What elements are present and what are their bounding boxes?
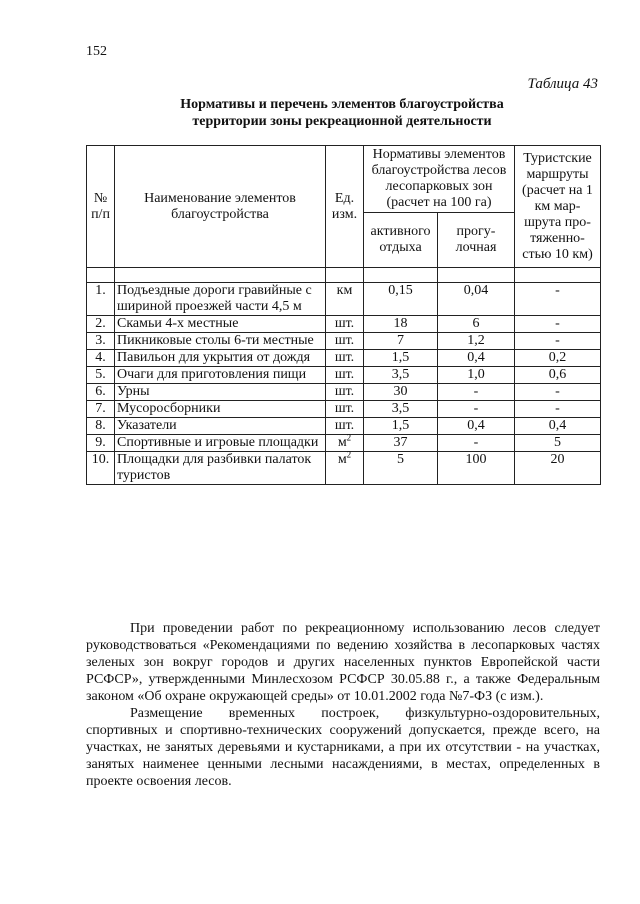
- table-row: [87, 350, 601, 367]
- row-num: 8.: [87, 418, 115, 435]
- row-tourist: 0,4: [515, 418, 601, 435]
- row-walking: 100: [438, 452, 515, 485]
- table-label: Таблица 43: [527, 76, 598, 92]
- table-row: [87, 435, 601, 452]
- row-active: 1,5: [364, 418, 438, 435]
- row-num: 10.: [87, 452, 115, 485]
- row-name: Павильон для укрытия от дождя: [115, 350, 326, 367]
- row-walking: 1,2: [438, 333, 515, 350]
- row-name: Мусоросборники: [115, 401, 326, 418]
- row-tourist: -: [515, 283, 601, 316]
- row-walking: 0,04: [438, 283, 515, 316]
- row-name: Пикниковые столы 6-ти местные: [115, 333, 326, 350]
- row-active: 3,5: [364, 401, 438, 418]
- row-unit: шт.: [326, 418, 364, 435]
- paragraph: Размещение временных построек, физкультурно-оздоровительных, спортивных и спортивно-технических сооружений допускается, прежде всего, на участках, не занятых деревьями и кустарниками, а при их отсутствии - на участках, занятых наименее ценными лесными насаждениями, в местах, определенных в проекте освоения лесов.: [86, 706, 600, 789]
- norms-table: [86, 145, 601, 485]
- row-unit: $м^2$: [326, 435, 364, 452]
- unit-superscript: 2: [346, 449, 352, 460]
- row-walking: 0,4: [438, 418, 515, 435]
- row-unit: $м^2$: [326, 452, 364, 485]
- table-row: [87, 316, 601, 333]
- row-num: 3.: [87, 333, 115, 350]
- paragraph: При проведении работ по рекреационному использованию лесов следует руководствоваться «Рекомендациями по ведению хозяйства в лесопарковых частях зеленых зон вокруг городов и других населенных пунктов Европейской части РСФСР», утвержденными Минлесхозом РСФСР 30.05.88 г., а также Федеральным законом «Об охране окружающей среды» от 10.01.2002 года №7-ФЗ (с изм.).: [86, 621, 600, 704]
- row-num: 5.: [87, 367, 115, 384]
- row-active: 1,5: [364, 350, 438, 367]
- row-active: 5: [364, 452, 438, 485]
- row-name: Спортивные и игровые площадки: [115, 435, 326, 452]
- row-num: 6.: [87, 384, 115, 401]
- title-line-1: Нормативы и перечень элементов благоустройства: [180, 97, 504, 112]
- unit-superscript: 2: [346, 432, 352, 443]
- header-tourist: Туристские маршруты (расчет на 1 км мар-шрута про-тяженно-стью 10 км): [515, 146, 601, 268]
- row-walking: 0,4: [438, 350, 515, 367]
- table-row: [87, 333, 601, 350]
- row-name: Скамьи 4-х местные: [115, 316, 326, 333]
- row-num: 2.: [87, 316, 115, 333]
- table-row: [87, 452, 601, 485]
- body-text: [86, 620, 600, 790]
- row-unit: шт.: [326, 367, 364, 384]
- table-row: [87, 283, 601, 316]
- row-tourist: 5: [515, 435, 601, 452]
- row-tourist: 0,6: [515, 367, 601, 384]
- row-active: 7: [364, 333, 438, 350]
- table-row: [87, 384, 601, 401]
- row-active: 0,15: [364, 283, 438, 316]
- row-active: 37: [364, 435, 438, 452]
- row-walking: 1,0: [438, 367, 515, 384]
- row-name: Площадки для разбивки палаток туристов: [115, 452, 326, 485]
- table-title: [86, 96, 598, 130]
- row-active: 3,5: [364, 367, 438, 384]
- row-unit: шт.: [326, 333, 364, 350]
- title-line-2: территории зоны рекреационной деятельности: [192, 114, 492, 129]
- row-walking: -: [438, 384, 515, 401]
- row-active: 18: [364, 316, 438, 333]
- row-tourist: -: [515, 316, 601, 333]
- table-row: [87, 367, 601, 384]
- header-norms: Нормативы элементов благоустройства лесов лесопарковых зон (расчет на 100 га): [364, 146, 515, 213]
- row-num: 4.: [87, 350, 115, 367]
- row-num: 7.: [87, 401, 115, 418]
- header-active: активного отдыха: [364, 213, 438, 268]
- row-unit: шт.: [326, 401, 364, 418]
- row-tourist: 0,2: [515, 350, 601, 367]
- row-name: Очаги для приготовления пищи: [115, 367, 326, 384]
- row-walking: -: [438, 435, 515, 452]
- row-name: Указатели: [115, 418, 326, 435]
- table-row: [87, 418, 601, 435]
- row-name: Урны: [115, 384, 326, 401]
- page-number: 152: [86, 44, 107, 59]
- header-unit: Ед. изм.: [326, 146, 364, 268]
- header-name: Наименование элементов благоустройства: [115, 146, 326, 268]
- spacer-row: [87, 268, 601, 283]
- row-active: 30: [364, 384, 438, 401]
- row-name: Подъездные дороги гравийные с шириной проезжей части 4,5 м: [115, 283, 326, 316]
- header-walking: прогу-лочная: [438, 213, 515, 268]
- row-num: 9.: [87, 435, 115, 452]
- table-row: [87, 401, 601, 418]
- row-unit: шт.: [326, 384, 364, 401]
- row-tourist: 20: [515, 452, 601, 485]
- row-tourist: -: [515, 384, 601, 401]
- row-num: 1.: [87, 283, 115, 316]
- row-tourist: -: [515, 333, 601, 350]
- row-unit: км: [326, 283, 364, 316]
- row-walking: -: [438, 401, 515, 418]
- row-walking: 6: [438, 316, 515, 333]
- header-num: № п/п: [87, 146, 115, 268]
- row-tourist: -: [515, 401, 601, 418]
- row-unit: шт.: [326, 316, 364, 333]
- row-unit: шт.: [326, 350, 364, 367]
